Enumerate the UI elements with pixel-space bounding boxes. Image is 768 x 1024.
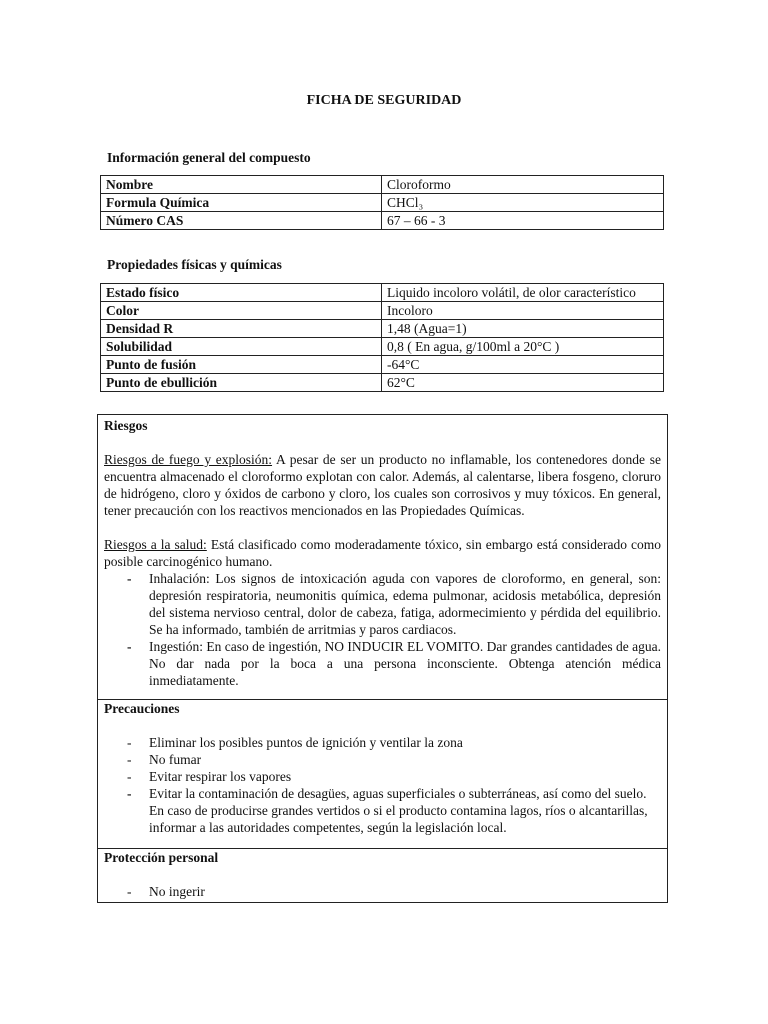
row-key: Estado físico — [101, 284, 382, 302]
table-row — [101, 356, 664, 374]
row-key: Solubilidad — [101, 338, 382, 356]
row-value: Cloroformo — [382, 176, 664, 194]
risks-section — [98, 415, 667, 700]
table-row — [101, 302, 664, 320]
table-row — [101, 176, 664, 194]
row-value: 67 – 66 - 3 — [382, 212, 664, 230]
row-key: Formula Química — [101, 194, 382, 212]
fire-risk-text: A pesar de ser un producto no inflamable, los contenedores donde se encuentra almacenado el cloroformo explotan con calor. Además, al calentarse, libera fosgeno, cloruro de hidrógeno, cloro y óxidos de carbono y cloro, los cuales son corrosivos y muy tóxicos. En general, tener precaución con los reactivos mencionados en las Propiedades Químicas. — [104, 452, 661, 518]
risks-heading: Riesgos — [104, 418, 148, 433]
table-row — [101, 212, 664, 230]
personal-protection-section — [98, 849, 667, 903]
list-item — [104, 751, 661, 768]
list-item — [104, 883, 661, 900]
row-key: Punto de ebullición — [101, 374, 382, 392]
list-item-text: Evitar respirar los vapores — [149, 769, 292, 784]
row-key: Densidad R — [101, 320, 382, 338]
bullet: - — [127, 571, 132, 586]
bullet: - — [127, 735, 132, 750]
precautions-section — [98, 700, 667, 849]
general-info-table — [100, 175, 664, 230]
list-item — [104, 570, 661, 638]
list-item-text: Inhalación: Los signos de intoxicación aguda con vapores de cloroformo, en general, son: depresión respiratoria, neumonitis química, edema pulmonar, acidosis metabólica, depresión del sistema nervioso central, dolor de cabeza, fatiga, adormecimiento y pérdida del equilibrio. Se ha informado, también de arritmias y paros cardiacos. — [149, 571, 661, 637]
safety-details-box — [97, 414, 668, 903]
precautions-list — [104, 734, 661, 836]
properties-heading: Propiedades físicas y químicas — [107, 257, 282, 272]
table-row — [101, 320, 664, 338]
row-value: Liquido incoloro volátil, de olor característico — [382, 284, 664, 302]
row-value: -64°C — [382, 356, 664, 374]
list-item-text: Eliminar los posibles puntos de ignición y ventilar la zona — [149, 735, 463, 750]
list-item-text: No fumar — [149, 752, 202, 767]
health-risk-list — [104, 570, 661, 689]
bullet: - — [127, 769, 132, 784]
document-title: FICHA DE SEGURIDAD — [306, 93, 462, 108]
row-key: Número CAS — [101, 212, 382, 230]
table-row — [101, 374, 664, 392]
row-value: CHCl₃ — [382, 194, 664, 212]
general-info-heading: Información general del compuesto — [107, 150, 311, 165]
bullet: - — [127, 786, 132, 801]
list-item-text: Ingestión: En caso de ingestión, NO INDUCIR EL VOMITO. Dar grandes cantidades de agua. No dar nada por la boca a una persona inconsciente. Obtenga atención médica inmediatamente. — [149, 639, 661, 688]
health-risk-label: Riesgos a la salud: — [104, 537, 207, 552]
personal-protection-list — [104, 883, 661, 900]
bullet: - — [127, 752, 132, 767]
bullet: - — [127, 639, 132, 654]
row-key: Punto de fusión — [101, 356, 382, 374]
row-value: 0,8 ( En agua, g/100ml a 20°C ) — [382, 338, 664, 356]
health-risk-text: Está clasificado como moderadamente tóxico, sin embargo está considerado como posible carcinogénico humano. — [104, 537, 661, 569]
fire-risk-label: Riesgos de fuego y explosión: — [104, 452, 273, 467]
table-row — [101, 284, 664, 302]
list-item-text: Evitar la contaminación de desagües, aguas superficiales o subterráneas, así como del suelo. En caso de producirse grandes vertidos o si el producto contamina lagos, ríos o alcantarillas, informar a las autoridades competentes, según la legislación local. — [149, 786, 648, 835]
fire-risk-paragraph — [104, 451, 661, 519]
row-value: 62°C — [382, 374, 664, 392]
list-item-text: No ingerir — [149, 884, 205, 899]
health-risk-paragraph — [104, 536, 661, 570]
list-item — [104, 734, 661, 751]
list-item — [104, 768, 661, 785]
list-item — [104, 638, 661, 689]
table-row — [101, 194, 664, 212]
personal-protection-heading: Protección personal — [104, 850, 219, 865]
precautions-heading: Precauciones — [104, 701, 180, 716]
row-key: Nombre — [101, 176, 382, 194]
table-row — [101, 338, 664, 356]
row-value: 1,48 (Agua=1) — [382, 320, 664, 338]
bullet: - — [127, 884, 132, 899]
row-key: Color — [101, 302, 382, 320]
row-value: Incoloro — [382, 302, 664, 320]
list-item — [104, 785, 661, 836]
properties-table — [100, 283, 664, 392]
